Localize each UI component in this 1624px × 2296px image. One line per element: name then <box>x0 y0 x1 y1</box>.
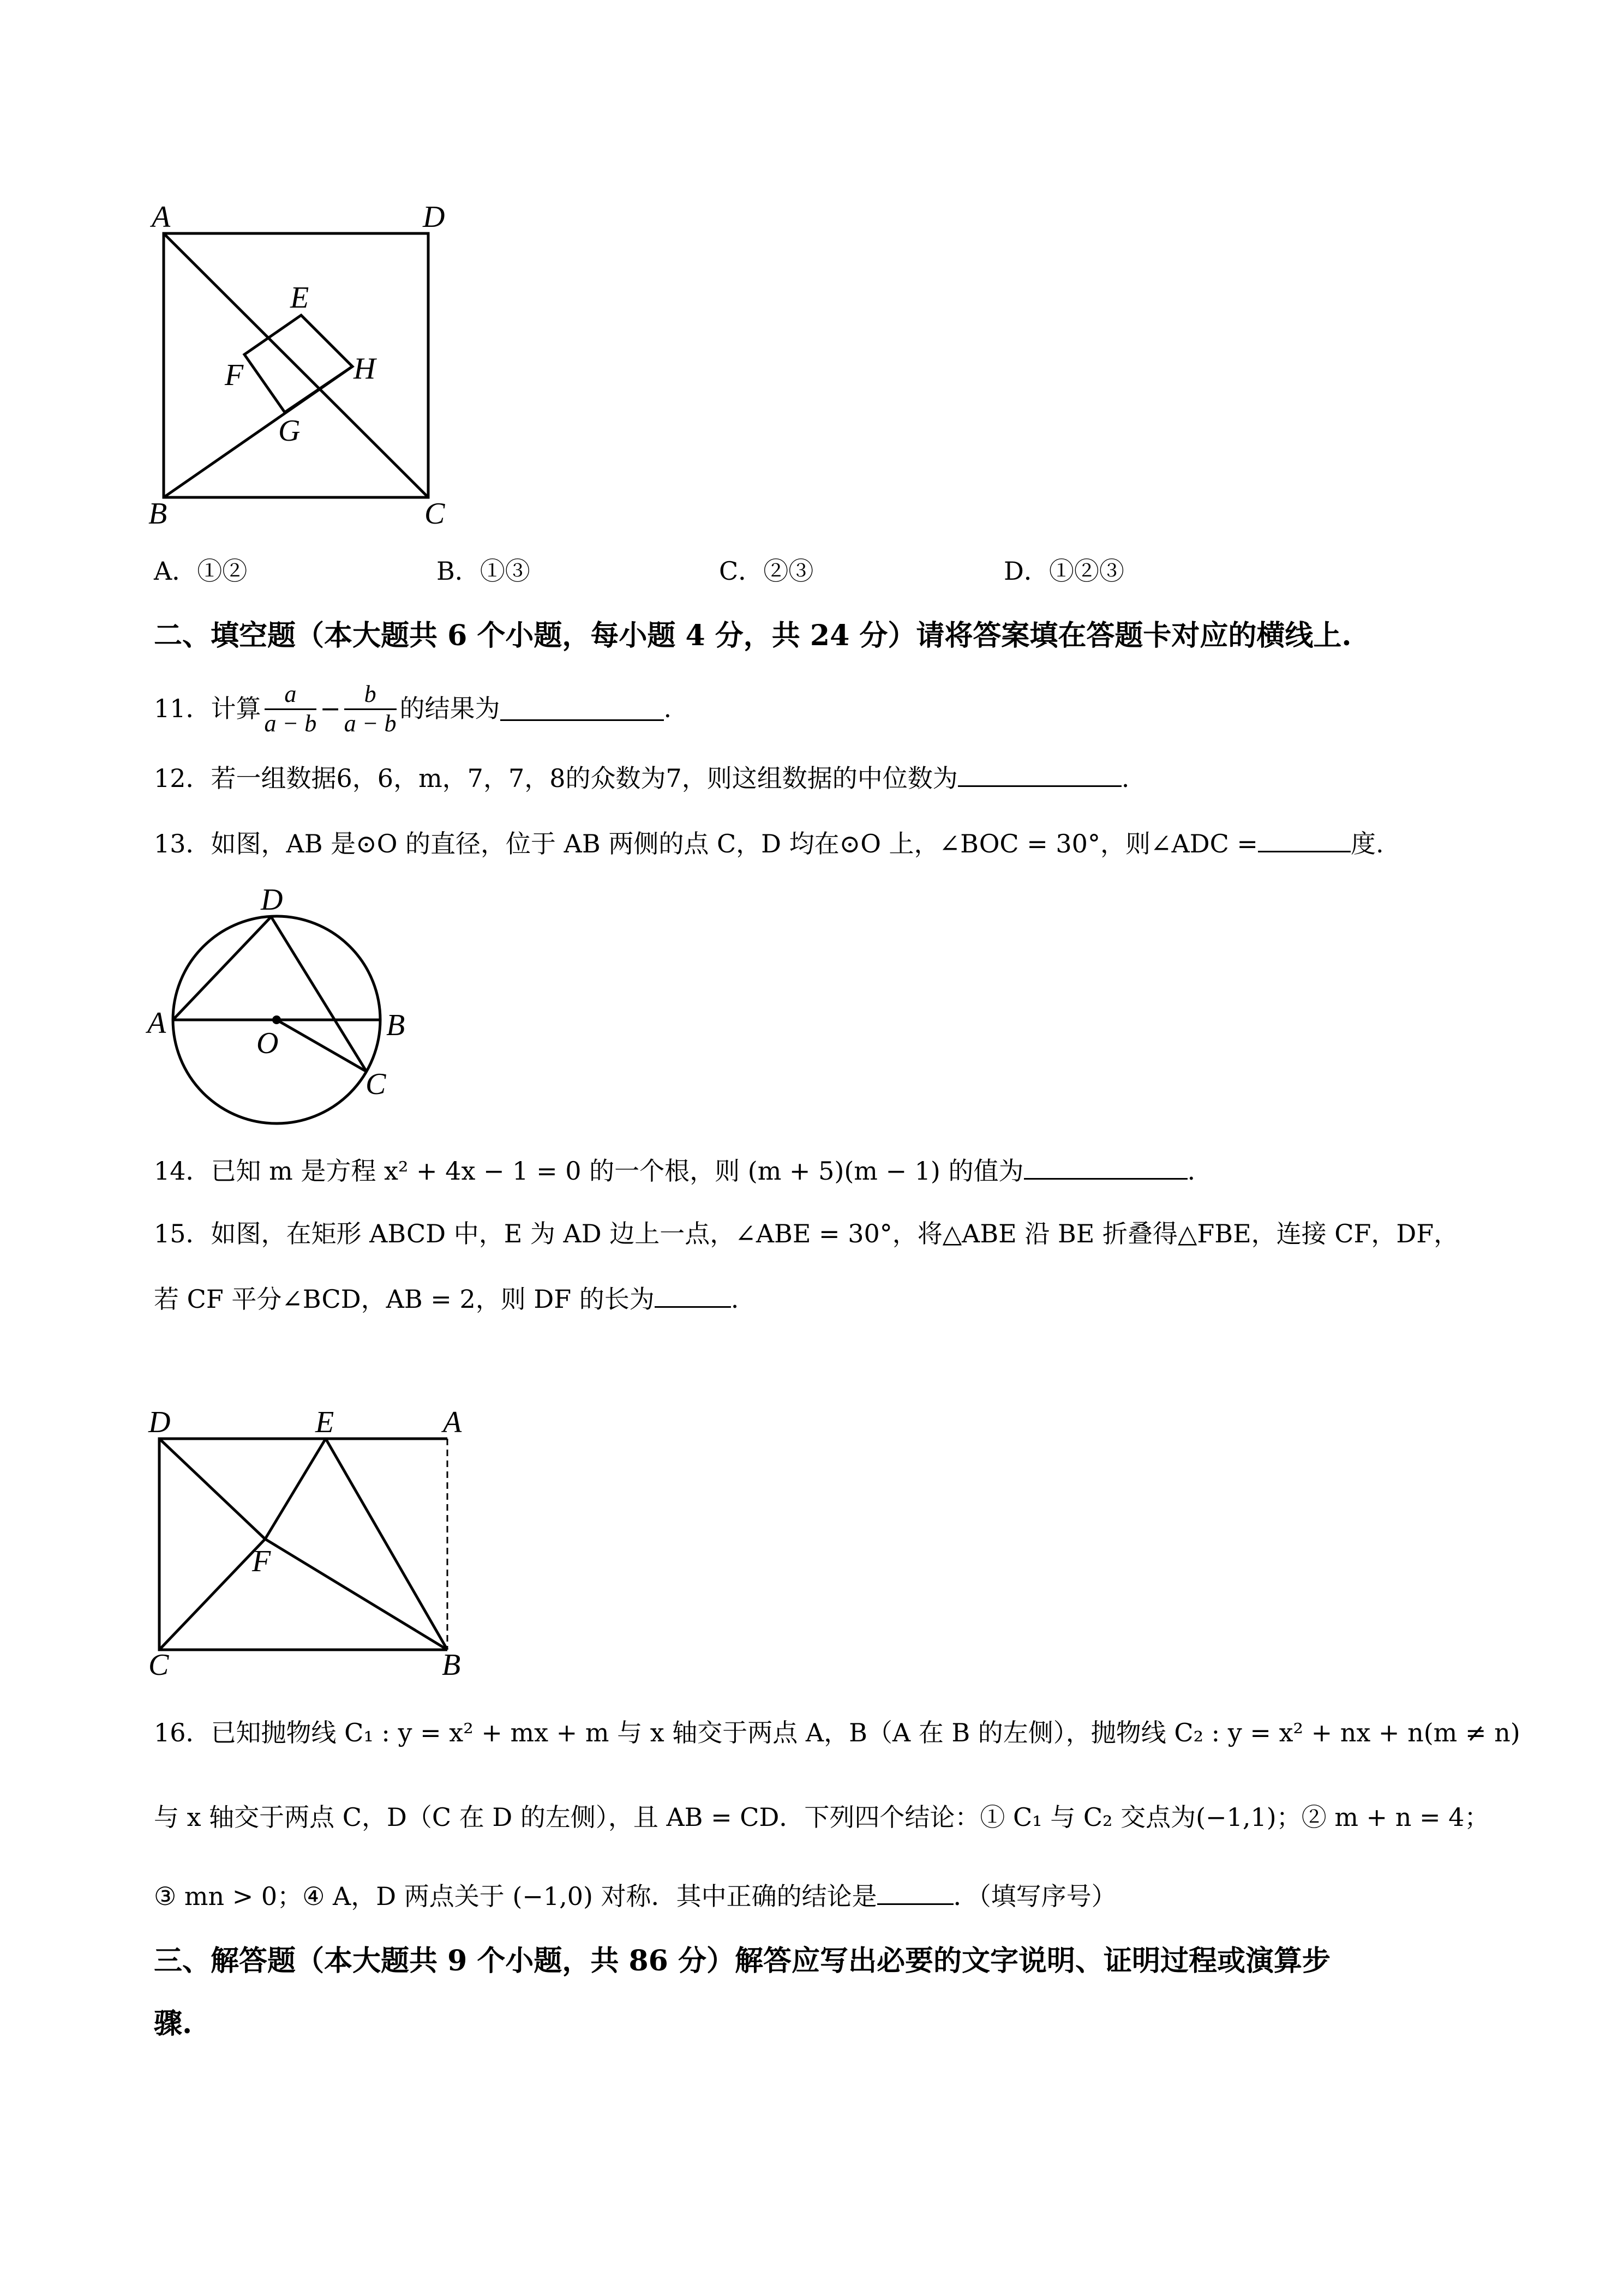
q16-answer-blank[interactable] <box>877 1882 954 1905</box>
fig3-label-a: A <box>443 1405 462 1439</box>
option-c: C．②③ <box>719 556 814 586</box>
question-16-line-2: 与 x 轴交于两点 C，D（C 在 D 的左侧），且 AB = CD．下列四个结论：① C₁ 与 C₂ 交点为(−1,1)；② m + n = 4； <box>154 1802 1490 1832</box>
fig1-label-f: F <box>225 358 244 392</box>
q12-end: . <box>1121 764 1130 793</box>
fig2-label-c: C <box>365 1067 386 1101</box>
section3-heading-line-2: 骤. <box>154 2007 193 2040</box>
fig3-label-e: E <box>315 1405 334 1439</box>
q11-pre: 计算 <box>211 694 261 724</box>
q16-line3-text: ③ mn > 0；④ A，D 两点关于 (−1,0) 对称．其中正确的结论是 <box>154 1882 877 1911</box>
fig3-label-f: F <box>252 1544 271 1578</box>
q11-f1-denominator: a − b <box>264 710 317 737</box>
question-16-line-1: 16．已知抛物线 C₁ : y = x² + mx + m 与 x 轴交于两点 A，B（A 在 B 的左侧），抛物线 C₂ : y = x² + nx + n(m ≠ n) <box>154 1718 1520 1747</box>
option-d: D．①②③ <box>1004 556 1124 586</box>
fig3-label-d: D <box>148 1405 171 1439</box>
q12-text: 12．若一组数据6，6，m，7，7，8的众数为7，则这组数据的中位数为 <box>154 764 958 793</box>
q14-end: . <box>1187 1156 1196 1186</box>
fig2-label-d: D <box>261 883 283 917</box>
fig1-label-h: H <box>353 352 376 386</box>
fig1-label-c: C <box>424 497 445 531</box>
option-a: A．①② <box>154 556 248 586</box>
question-15-line-1: 15．如图，在矩形 ABCD 中，E 为 AD 边上一点，∠ABE = 30°，将△ABE 沿 BE 折叠得△FBE，连接 CF，DF， <box>154 1219 1459 1248</box>
q11-post: 的结果为 <box>399 694 500 724</box>
q14-text: 14．已知 m 是方程 x² + 4x − 1 = 0 的一个根，则 (m + 5)(m − 1) 的值为 <box>154 1156 1024 1186</box>
q13-end: 度. <box>1350 829 1384 858</box>
section3-heading-line-1: 三、解答题（本大题共 9 个小题，共 86 分）解答应写出必要的文字说明、证明过程或演算步 <box>154 1944 1331 1978</box>
fig2-label-b: B <box>386 1008 405 1042</box>
q11-minus: − <box>320 694 341 724</box>
question-16-line-3 <box>154 1882 1117 1912</box>
q11-number: 11． <box>154 694 211 724</box>
fig3-label-b: B <box>442 1648 461 1682</box>
q13-text: 13．如图，AB 是⊙O 的直径，位于 AB 两侧的点 C，D 均在⊙O 上，∠BOC = 30°，则∠ADC = <box>154 829 1258 858</box>
fig1-label-a: A <box>152 200 171 234</box>
q15-line2-text: 若 CF 平分∠BCD，AB = 2，则 DF 的长为 <box>154 1284 655 1314</box>
q11-f1-numerator: a <box>265 681 317 710</box>
section2-heading: 二、填空题（本大题共 6 个小题，每小题 4 分，共 24 分）请将答案填在答题卡对应的横线上. <box>154 619 1352 652</box>
fig2-label-a: A <box>147 1006 166 1040</box>
q11-end: . <box>663 694 672 724</box>
q11-f2-numerator: b <box>344 681 397 710</box>
fig1-label-b: B <box>148 497 167 531</box>
q15-end: . <box>730 1284 739 1314</box>
q11-f2-denominator: a − b <box>344 710 397 737</box>
fig1-label-e: E <box>290 281 309 315</box>
q16-end: ．（填写序号） <box>953 1882 1117 1911</box>
option-b: B．①③ <box>436 556 530 586</box>
fig2-label-o: O <box>256 1026 279 1060</box>
fig3-label-c: C <box>148 1648 169 1682</box>
fig1-label-d: D <box>423 200 445 234</box>
fig1-label-g: G <box>278 414 301 448</box>
